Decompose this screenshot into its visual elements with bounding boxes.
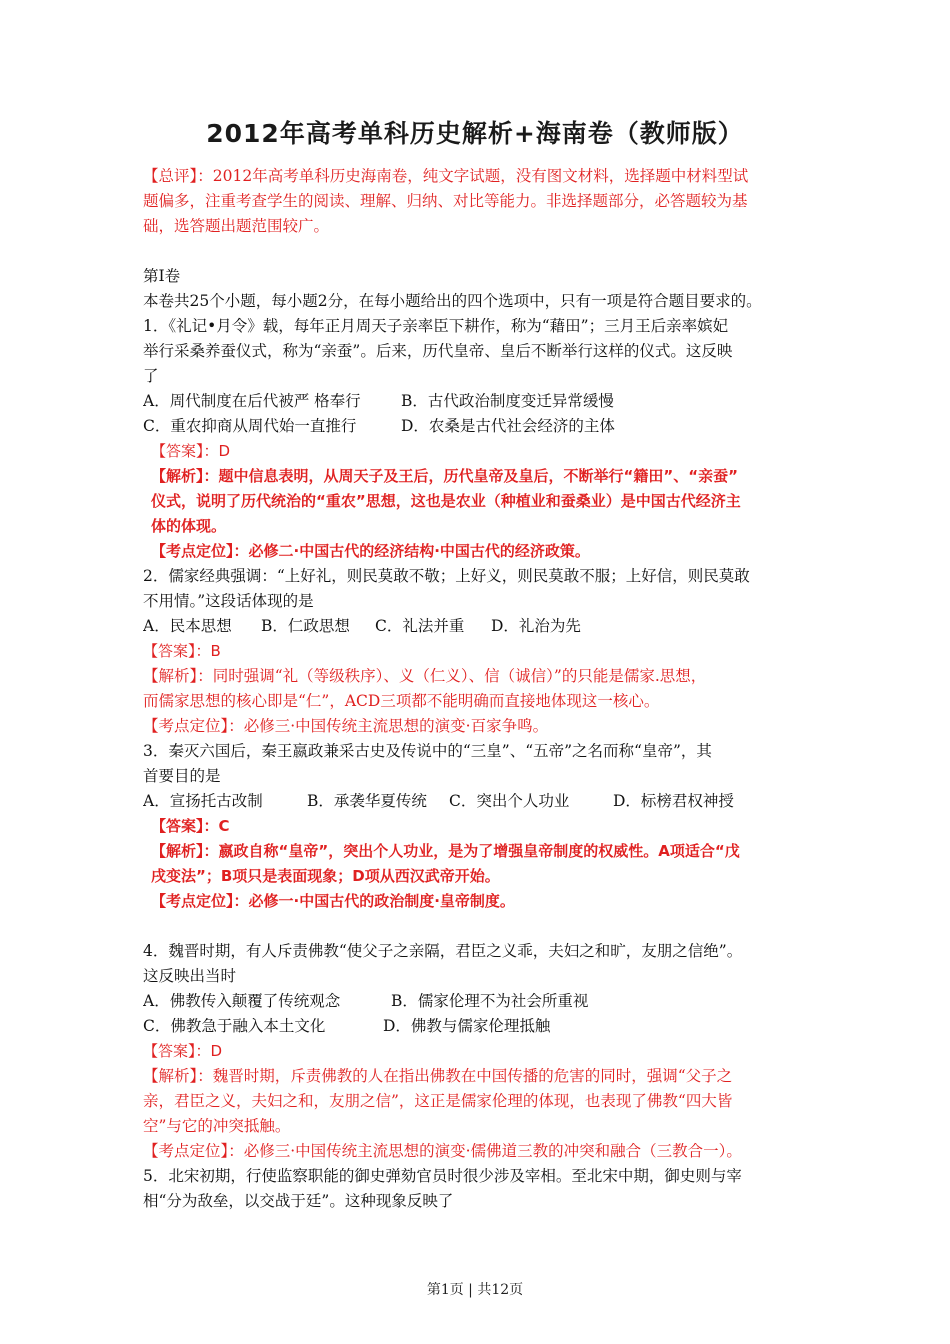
- section-heading: 第Ⅰ卷: [143, 267, 181, 285]
- document-body: [143, 164, 815, 1214]
- knowledge-point: 【考点定位】：必修三·中国传统主流思想的演变·儒佛道三教的冲突和融合（三教合一）。: [143, 1142, 742, 1160]
- summary-line: 【总评】：2012年高考单科历史海南卷，纯文字试题，没有图文材料，选择题中材料型试: [143, 167, 749, 185]
- question-stem: 1．《礼记•月令》载，每年正月周天子亲率臣下耕作，称为“藉田”；三月王后亲率嫔妃: [143, 317, 729, 335]
- options-row: [143, 389, 815, 414]
- summary-block: [143, 164, 815, 239]
- question-stem: 2．儒家经典强调：“上好礼，则民莫敢不敬；上好义，则民莫敢不服；上好信，则民莫敢: [143, 567, 750, 585]
- analysis-line: 空”与它的冲突抵触。: [143, 1117, 291, 1135]
- answer: 【答案】：D: [143, 1042, 223, 1060]
- analysis-line: 而儒家思想的核心即是“仁”，ACD三项都不能明确而直接地体现这一核心。: [143, 692, 660, 710]
- analysis-line: 仪式，说明了历代统治的“重农”思想，这也是农业（种植业和蚕桑业）是中国古代经济主: [151, 492, 741, 510]
- options-row: [143, 1014, 815, 1039]
- knowledge-point: 【考点定位】：必修二·中国古代的经济结构·中国古代的经济政策。: [151, 542, 590, 560]
- knowledge-point: 【考点定位】：必修三·中国传统主流思想的演变·百家争鸣。: [143, 717, 549, 735]
- option-d: D．农桑是古代社会经济的主体: [401, 417, 615, 435]
- section-intro: 本卷共25个小题，每小题2分，在每小题给出的四个选项中，只有一项是符合题目要求的。: [143, 292, 762, 310]
- option-c: C．突出个人功业: [449, 792, 570, 810]
- answer: 【答案】：B: [143, 642, 221, 660]
- option-a: A．周代制度在后代被严 格奉行: [143, 392, 361, 410]
- analysis-line: 亲，君臣之义，夫妇之和，友朋之信”，这正是儒家伦理的体现，也表现了佛教“四大皆: [143, 1092, 733, 1110]
- question-stem: 3．秦灭六国后，秦王嬴政兼采古史及传说中的“三皇”、“五帝”之名而称“皇帝”，其: [143, 742, 712, 760]
- analysis-line: 戌变法”；B项只是表面现象；D项从西汉武帝开始。: [151, 867, 500, 885]
- analysis-line: 【解析】：题中信息表明，从周天子及王后，历代皇帝及皇后，不断举行“籍田”、“亲蚕”: [151, 467, 738, 485]
- option-b: B．承袭华夏传统: [307, 792, 427, 810]
- spacer: [143, 914, 815, 939]
- question-stem: 相“分为敌垒，以交战于廷”。这种现象反映了: [143, 1192, 454, 1210]
- question-5: [143, 1164, 815, 1214]
- option-c: C．重农抑商从周代始一直推行: [143, 417, 357, 435]
- options-row: [143, 789, 815, 814]
- analysis-line: 体的体现。: [151, 517, 227, 535]
- option-b: B．古代政治制度变迁异常缓慢: [401, 392, 614, 410]
- option-a: A．宣扬托古改制: [143, 792, 263, 810]
- question-3: [143, 739, 815, 914]
- answer: 【答案】：C: [151, 817, 230, 835]
- question-stem: 了: [143, 367, 159, 385]
- question-stem: 这反映出当时: [143, 967, 237, 985]
- question-2: [143, 564, 815, 739]
- answer: 【答案】：D: [151, 442, 231, 460]
- analysis-line: 【解析】：同时强调“礼（等级秩序）、义（仁义）、信（诚信）”的只能是儒家.思想，: [143, 667, 707, 685]
- page-footer: 第1页 | 共12页: [426, 1282, 524, 1298]
- option-d: D．佛教与儒家伦理抵触: [383, 1017, 551, 1035]
- option-c: C．佛教急于融入本土文化: [143, 1017, 326, 1035]
- question-stem: 首要目的是: [143, 767, 221, 785]
- question-stem: 举行采桑养蚕仪式，称为“亲蚕”。后来，历代皇帝、皇后不断举行这样的仪式。这反映: [143, 342, 733, 360]
- page-title: 2012年高考单科历史解析+海南卷（教师版）: [206, 119, 744, 148]
- option-b: B．儒家伦理不为社会所重视: [391, 992, 589, 1010]
- option-d: D．礼治为先: [491, 617, 581, 635]
- options-row: [143, 414, 815, 439]
- options-row: [143, 989, 815, 1014]
- spacer: [143, 239, 815, 264]
- question-stem: 5．北宋初期，行使监察职能的御史弹劾官员时很少涉及宰相。至北宋中期，御史则与宰: [143, 1167, 742, 1185]
- options-row: [143, 614, 815, 639]
- question-1: [143, 314, 815, 564]
- question-stem: 不用情。”这段话体现的是: [143, 592, 314, 610]
- analysis-line: 【解析】：嬴政自称“皇帝”，突出个人功业，是为了增强皇帝制度的权威性。A项适合“戊: [151, 842, 740, 860]
- knowledge-point: 【考点定位】：必修一·中国古代的政治制度·皇帝制度。: [151, 892, 515, 910]
- option-a: A．民本思想: [143, 617, 232, 635]
- option-d: D．标榜君权神授: [613, 792, 734, 810]
- option-c: C．礼法并重: [375, 617, 465, 635]
- summary-line: 础，选答题出题范围较广。: [143, 217, 330, 235]
- option-b: B．仁政思想: [261, 617, 350, 635]
- analysis-line: 【解析】：魏晋时期，斥责佛教的人在指出佛教在中国传播的危害的同时，强调“父子之: [143, 1067, 733, 1085]
- question-stem: 4．魏晋时期，有人斥责佛教“使父子之亲隔，君臣之义乖，夫妇之和旷，友朋之信绝”。: [143, 942, 743, 960]
- summary-line: 题偏多，注重考查学生的阅读、理解、归纳、对比等能力。非选择题部分，必答题较为基: [143, 192, 748, 210]
- option-a: A．佛教传入颠覆了传统观念: [143, 992, 341, 1010]
- question-4: [143, 939, 815, 1164]
